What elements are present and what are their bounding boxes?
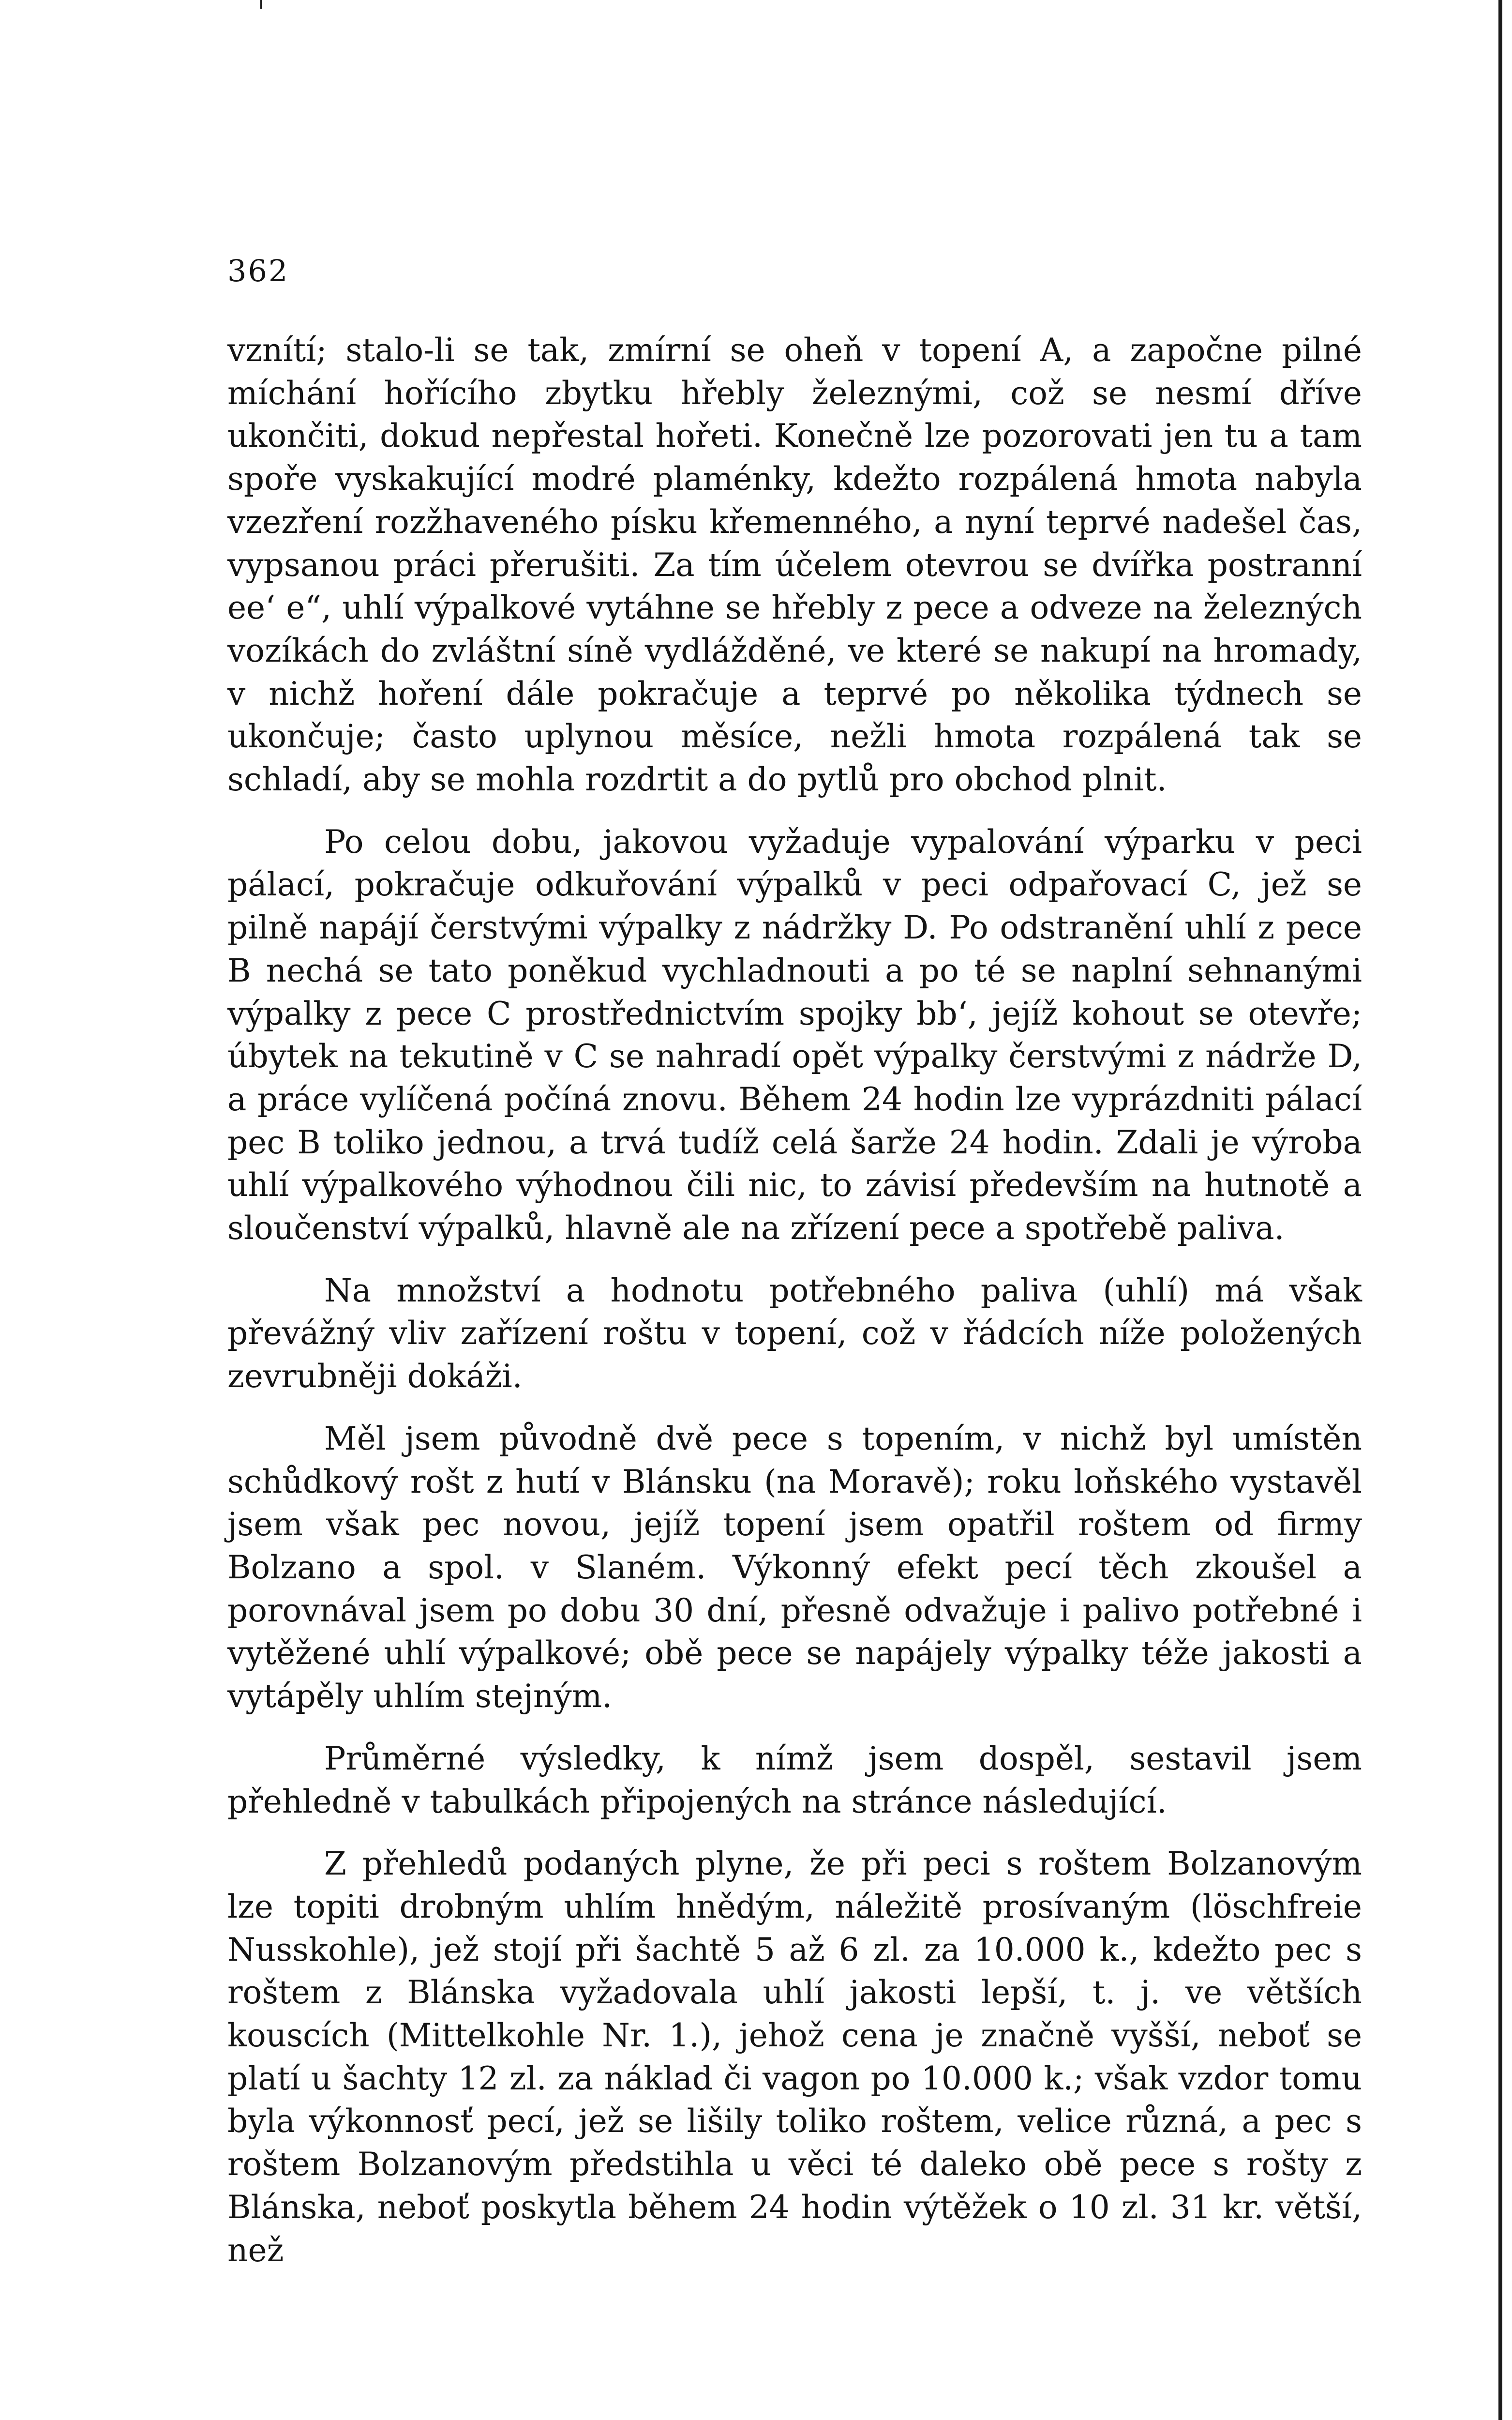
paragraph-3 [227,1270,1362,1398]
book-page [227,252,1362,2272]
paragraph-text: Z přehledů podaných plyne, že při peci s roštem Bolzanovým lze topiti drobným uhlím hnědým, náležitě prosívaným (löschfreie Nusskohle), jež stojí při šachtě 5 až 6 zl. za 10.000 k., kdežto pec s roštem z Blánska vyžadovala uhlí jakosti lepší, t. j. ve větších kouscích (Mittelkohle Nr. 1.), jehož cena je značně vyšší, neboť se platí u šachty 12 zl. za náklad či vagon po 10.000 k.; však vzdor tomu byla výkonnosť pecí, jež se lišily toliko roštem, velice různá, a pec s roštem Bolzanovým předstihla u věci té daleko obě pece s rošty z Blánska, neboť poskytla během 24 hodin výtěžek o 10 zl. 31 kr. větší, než [227,1845,1362,2269]
scan-edge-mark [260,0,262,9]
paragraph-text: Průměrné výsledky, k nímž jsem dospěl, sestavil jsem přehledně v tabulkách připojených na stránce následující. [227,1739,1362,1820]
page-number: 362 [227,253,289,288]
paragraph-6 [227,1843,1362,2272]
paragraph-text: Měl jsem původně dvě pece s topením, v nichž byl umístěn schůdkový rošt z hutí v Blánsku (na Moravě); roku loňského vystavěl jsem však pec novou, jejíž topení jsem opatřil roštem od firmy Bolzano a spol. v Slaném. Výkonný efekt pecí těch zkoušel a porovnával jsem po dobu 30 dní, přesně odvažuje i palivo potřebné i vytěžené uhlí výpalkové; obě pece se napájely výpalky téže jakosti a vytápěly uhlím stejným. [227,1420,1362,1715]
paragraph-text: Po celou dobu, jakovou vyžaduje vypalování výparku v peci pálací, pokračuje odkuřování výpalků v peci odpařovací C, jež se pilně napájí čerstvými výpalky z nádržky D. Po odstranění uhlí z pece B nechá se tato poněkud vychladnouti a po té se naplní sehnanými výpalky z pece C prostřednictvím spojky bb‘, jejíž kohout se otevře; úbytek na tekutině v C se nahradí opět výpalky čerstvými z nádrže D, a práce vylíčená počíná znovu. Během 24 hodin lze vyprázdniti pálací pec B toliko jednou, a trvá tudíž celá šarže 24 hodin. Zdali je výroba uhlí výpalkového výhodnou čili nic, to závisí především na hutnotě a sloučenství výpalků, hlavně ale na zřízení pece a spotřebě paliva. [227,823,1362,1247]
scan-right-border [1498,0,1502,2420]
paragraph-text: vznítí; stalo-li se tak, zmírní se oheň v topení A, a započne pilné míchání hořícího zbytku hřebly železnými, což se nesmí dříve ukončiti, dokud nepřestal hořeti. Konečně lze pozorovati jen tu a tam spoře vyskakující modré plaménky, kdežto rozpálená hmota nabyla vzezření rozžhaveného písku křemenného, a nyní teprvé nadešel čas, vypsanou práci přerušiti. Za tím účelem otevrou se dvířka postranní ee‘ e“, uhlí výpalkové vytáhne se hřebly z pece a odveze na železných vozíkách do zvláštní síně vydlážděné, ve které se nakupí na hromady, v nichž hoření dále pokračuje a teprvé po několika týdnech se ukončuje; často uplynou měsíce, nežli hmota rozpálená tak se schladí, aby se mohla rozdrtit a do pytlů pro obchod plnit. [227,332,1362,799]
paragraph-text: Na množství a hodnotu potřebného paliva (uhlí) má však převážný vliv zařízení roštu v topení, což v řádcích níže položených zevrubněji dokáži. [227,1271,1362,1395]
paragraph-5 [227,1738,1362,1823]
paragraph-2 [227,821,1362,1250]
paragraph-4 [227,1418,1362,1718]
paragraph-1 [227,329,1362,802]
